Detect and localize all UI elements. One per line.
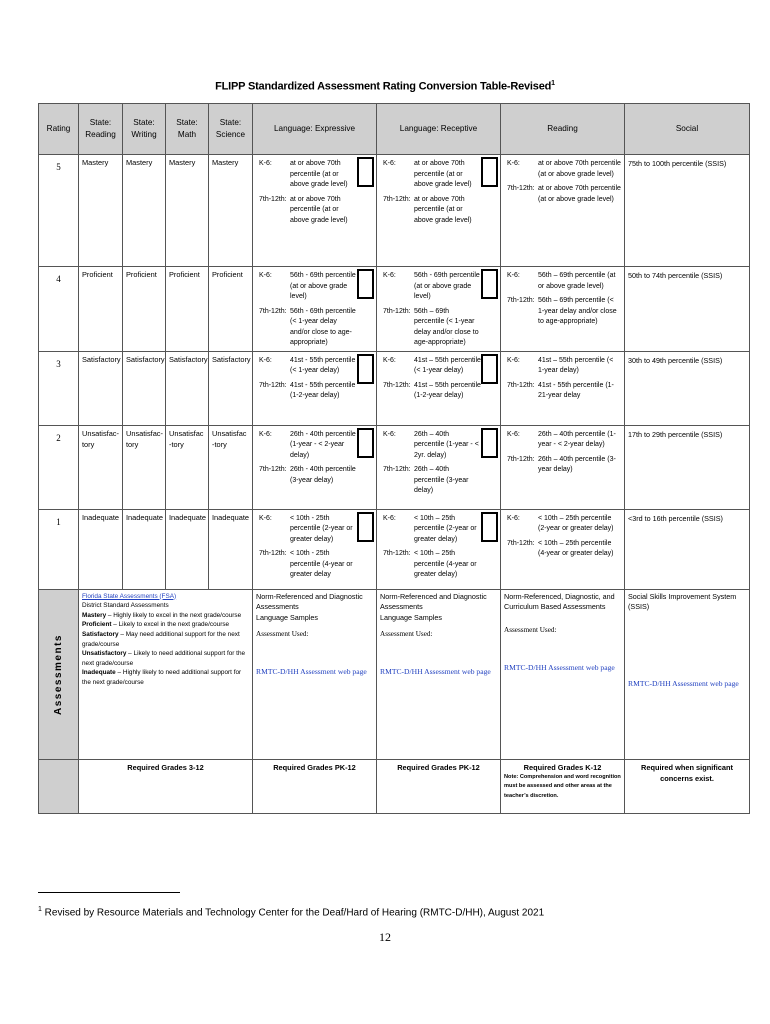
reading-criteria-cell — [501, 351, 625, 425]
reading-criteria-cell — [501, 509, 625, 589]
assessments-row — [39, 589, 750, 759]
header-state-science: State: Science — [209, 104, 253, 155]
page-number: 12 — [379, 930, 391, 944]
grade-band-label: K-6: — [507, 430, 520, 438]
rating-value: 2 — [39, 425, 79, 509]
state-assessment-line — [82, 601, 249, 611]
criteria-text: 26th - 40th percentile (1-year - < 2-year delay) — [290, 430, 356, 459]
assessments-label-cell — [39, 589, 79, 759]
rating-row — [39, 267, 750, 352]
criteria-text: < 10th – 25th percentile (4-year or greater delay) — [414, 550, 477, 578]
criteria-text: at or above 70th percentile (at or above grade level) — [414, 195, 472, 224]
grade-band-label: K-6: — [507, 514, 520, 522]
state-assessment-line — [82, 611, 249, 621]
criteria-text: 41st - 55th percentile (1-2-year delay) — [290, 381, 356, 399]
state-level-name: Inadequate — [82, 669, 116, 677]
grade-band-label: 7th-12th: — [259, 195, 287, 203]
receptive-web-link[interactable]: RMTC-D/HH Assessment web page — [380, 666, 491, 676]
grade-band-label: K-6: — [259, 356, 272, 364]
criteria-text: 41st - 55th percentile (< 1-year delay) — [290, 356, 356, 374]
state-level-name: Unsatisfactory — [82, 650, 127, 658]
state-assessments-cell — [79, 589, 253, 759]
state-assessment-line — [82, 668, 249, 687]
state-rating-cell: Proficient — [166, 267, 209, 352]
grade-band-label: 7th-12th: — [259, 307, 287, 315]
state-assessment-line — [82, 649, 249, 668]
state-rating-cell: Satisfactory — [123, 351, 166, 425]
required-receptive: Required Grades PK-12 — [377, 759, 501, 813]
state-rating-cell: Mastery — [79, 155, 123, 267]
checkbox[interactable] — [357, 512, 374, 542]
rating-value: 5 — [39, 155, 79, 267]
footnote-divider — [38, 892, 180, 893]
footnote: $^1$ Revised by Resource Materials and Technology Center for the Deaf/Hard of Hearing (RMTC-D/HH), August 2021 — [38, 906, 545, 919]
criteria-text: at or above 70th percentile (at or above grade level) — [414, 160, 472, 188]
grade-band-label: 7th-12th: — [383, 466, 411, 473]
receptive-criteria-cell — [377, 267, 501, 352]
fsa-link[interactable]: Florida State Assessments (FSA) — [82, 592, 177, 600]
state-level-description: – Highly likely to need additional support for the next grade/course — [82, 669, 242, 686]
social-assessments-cell — [625, 589, 750, 759]
header-social: Social — [625, 104, 750, 155]
criteria-text: < 10th – 25th percentile (4-year or greater delay) — [538, 539, 614, 557]
required-state: Required Grades 3-12 — [79, 759, 253, 813]
assessments-label: Assessments — [53, 633, 64, 715]
expressive-assessment-used: Assessment Used: — [256, 629, 309, 638]
criteria-text: at or above 70th percentile (at or above grade level) — [538, 160, 621, 178]
document-title: FLIPP Standardized Assessment Rating Conversion Table-Revised$^1$ — [215, 80, 555, 93]
grade-band-label: 7th-12th: — [383, 307, 411, 315]
state-level-name: Proficient — [82, 621, 112, 629]
required-expressive: Required Grades PK-12 — [253, 759, 377, 813]
grade-band-label: K-6: — [259, 160, 272, 167]
grade-band-label: K-6: — [259, 430, 272, 438]
state-level-description: – May need additional support for the next grade/course — [82, 630, 240, 648]
conversion-table — [38, 103, 750, 814]
receptive-criteria-cell — [377, 351, 501, 425]
checkbox[interactable] — [357, 269, 374, 299]
checkbox[interactable] — [481, 512, 498, 542]
required-reading: Required Grades K-12 — [523, 762, 602, 772]
reading-assessments-cell — [501, 589, 625, 759]
rating-value: 3 — [39, 351, 79, 425]
grade-band-label: 7th-12th: — [507, 185, 535, 192]
receptive-assessments-cell — [377, 589, 501, 759]
required-reading-note: Note: Comprehension and word recognition must be assessed and other areas at the teacher’s discretion. — [504, 773, 621, 799]
rating-row — [39, 155, 750, 267]
state-rating-cell: Inadequate — [79, 509, 123, 589]
checkbox[interactable] — [481, 269, 498, 299]
expressive-criteria-cell — [253, 425, 377, 509]
checkbox[interactable] — [357, 157, 374, 187]
expressive-web-link[interactable]: RMTC-D/HH Assessment web page — [256, 666, 367, 676]
state-rating-cell: Mastery — [209, 155, 253, 267]
social-criteria-cell: 30th to 49th percentile (SSIS) — [625, 351, 750, 425]
social-criteria-cell: 17th to 29th percentile (SSIS) — [625, 425, 750, 509]
state-rating-cell: Satisfactory — [166, 351, 209, 425]
grade-band-label: K-6: — [383, 272, 396, 279]
state-rating-cell: Proficient — [123, 267, 166, 352]
receptive-criteria-cell — [377, 155, 501, 267]
header-rating: Rating — [39, 104, 79, 155]
checkbox[interactable] — [357, 354, 374, 384]
state-rating-cell: Mastery — [123, 155, 166, 267]
grade-band-label: 7th-12th: — [507, 455, 535, 463]
required-label-cell — [39, 759, 79, 813]
criteria-text: 26th – 40th percentile (3-year delay) — [414, 466, 469, 494]
rating-row — [39, 425, 750, 509]
expressive-criteria-cell — [253, 155, 377, 267]
state-level-description: – Likely to excel in the next grade/course — [111, 621, 230, 629]
grade-band-label: K-6: — [259, 514, 272, 522]
state-rating-cell: Inadequate — [123, 509, 166, 589]
header-state-writing: State: Writing — [123, 104, 166, 155]
grade-band-label: 7th-12th: — [383, 381, 411, 389]
state-level-name: Satisfactory — [82, 630, 119, 638]
criteria-text: 56th - 69th percentile (< 1-year delay and/or close to age-appropriate) — [290, 307, 356, 346]
checkbox[interactable] — [357, 428, 374, 458]
criteria-text: 41st - 55th percentile (1-21-year delay — [538, 381, 614, 399]
criteria-text: < 10th - 25th percentile (2-year or greater delay) — [290, 514, 353, 543]
header-state-reading: State: Reading — [79, 104, 123, 155]
grade-band-label: K-6: — [259, 272, 272, 279]
state-rating-cell: Proficient — [209, 267, 253, 352]
state-rating-cell: Unsatisfac-tory — [123, 425, 166, 509]
receptive-criteria-cell — [377, 425, 501, 509]
criteria-text: 41st – 55th percentile (1-2-year delay) — [414, 381, 481, 399]
criteria-text: 26th – 40th percentile (1-year - < 2yr. delay) — [414, 430, 479, 459]
grade-band-label: K-6: — [507, 356, 520, 364]
criteria-text: at or above 70th percentile (at or above grade level) — [538, 185, 621, 203]
required-row — [39, 759, 750, 813]
expressive-criteria-cell — [253, 509, 377, 589]
header-reading: Reading — [501, 104, 625, 155]
criteria-text: 56th – 69th percentile (at or above grade level) — [538, 272, 616, 290]
header-state-math: State: Math — [166, 104, 209, 155]
state-rating-cell: Mastery — [166, 155, 209, 267]
state-level-name: Mastery — [82, 611, 107, 619]
state-rating-cell: Inadequate — [209, 509, 253, 589]
state-assessment-lines — [82, 601, 249, 687]
grade-band-label: K-6: — [507, 272, 520, 279]
social-criteria-cell: 50th to 74th percentile (SSIS) — [625, 267, 750, 352]
grade-band-label: K-6: — [383, 356, 396, 364]
criteria-text: < 10th - 25th percentile (4-year or greater delay — [290, 550, 353, 578]
grade-band-label: K-6: — [383, 160, 396, 167]
grade-band-label: 7th-12th: — [507, 539, 535, 547]
social-assessment-type: Social Skills Improvement System (SSIS) — [628, 591, 737, 612]
criteria-text: 41st – 55th percentile (< 1-year delay) — [538, 356, 614, 374]
state-rating-cell: Inadequate — [166, 509, 209, 589]
table-header-row — [39, 104, 750, 155]
reading-criteria-cell — [501, 267, 625, 352]
criteria-text: 26th - 40th percentile (3-year delay) — [290, 466, 356, 484]
state-rating-cell: Unsatisfac -tory — [166, 425, 209, 509]
receptive-assessment-used: Assessment Used: — [380, 629, 433, 638]
state-level-description: District Standard Assessments — [82, 602, 169, 610]
criteria-text: 26th – 40th percentile (1-year - < 2-year delay) — [538, 430, 616, 448]
expressive-assessment-type: Norm-Referenced and Diagnostic Assessments — [256, 591, 363, 612]
receptive-assessment-type: Norm-Referenced and Diagnostic Assessments — [380, 591, 487, 612]
social-criteria-cell: <3rd to 16th percentile (SSIS) — [625, 509, 750, 589]
receptive-criteria-cell — [377, 509, 501, 589]
expressive-assessments-cell — [253, 589, 377, 759]
reading-assessment-used: Assessment Used: — [504, 626, 557, 635]
rating-value: 1 — [39, 509, 79, 589]
criteria-text: < 10th – 25th percentile (2-year or greater delay) — [538, 514, 614, 532]
checkbox[interactable] — [481, 354, 498, 384]
reading-criteria-cell — [501, 425, 625, 509]
grade-band-label: 7th-12th: — [507, 381, 535, 389]
expressive-criteria-cell — [253, 351, 377, 425]
rating-row — [39, 509, 750, 589]
criteria-text: 26th – 40th percentile (3-year delay) — [538, 455, 616, 473]
receptive-language-samples: Language Samples — [380, 613, 442, 623]
reading-web-link[interactable]: RMTC-D/HH Assessment web page — [504, 662, 615, 672]
criteria-text: 56th – 69th percentile (< 1-year delay and/or close to age-appropriate) — [538, 297, 617, 325]
criteria-text: 56th - 69th percentile (at or above grade level) — [290, 272, 356, 300]
state-assessment-line — [82, 630, 249, 649]
reading-criteria-cell — [501, 155, 625, 267]
grade-band-label: 7th-12th: — [259, 550, 287, 557]
grade-band-label: K-6: — [383, 514, 396, 522]
social-criteria-cell: 75th to 100th percentile (SSIS) — [625, 155, 750, 267]
criteria-text: < 10th – 25th percentile (2-year or greater delay) — [414, 514, 477, 543]
grade-band-label: K-6: — [507, 160, 520, 167]
state-rating-cell: Proficient — [79, 267, 123, 352]
rating-row — [39, 351, 750, 425]
grade-band-label: K-6: — [383, 430, 396, 438]
header-language-expressive: Language: Expressive — [253, 104, 377, 155]
grade-band-label: 7th-12th: — [383, 195, 411, 203]
expressive-criteria-cell — [253, 267, 377, 352]
header-language-receptive: Language: Receptive — [377, 104, 501, 155]
required-reading-cell — [501, 759, 625, 813]
required-social: Required when significant concerns exist. — [625, 759, 750, 813]
grade-band-label: 7th-12th: — [507, 297, 535, 304]
state-rating-cell: Satisfactory — [79, 351, 123, 425]
rating-value: 4 — [39, 267, 79, 352]
social-web-link[interactable]: RMTC-D/HH Assessment web page — [628, 679, 739, 689]
checkbox[interactable] — [481, 157, 498, 187]
state-level-description: – Likely to need additional support for the next grade/course — [82, 650, 246, 667]
criteria-text: 41st – 55th percentile (< 1-year delay) — [414, 356, 481, 374]
criteria-text: 56th – 69th percentile (< 1-year delay and/or close to age-appropriate) — [414, 307, 479, 346]
criteria-text: at or above 70th percentile (at or above grade level) — [290, 160, 348, 188]
grade-band-label: 7th-12th: — [383, 550, 411, 557]
grade-band-label: 7th-12th: — [259, 381, 287, 389]
expressive-language-samples: Language Samples — [256, 613, 318, 623]
state-rating-cell: Satisfactory — [209, 351, 253, 425]
criteria-text: 56th - 69th percentile (at or above grade level) — [414, 272, 480, 300]
criteria-text: at or above 70th percentile (at or above grade level) — [290, 195, 348, 224]
reading-assessment-type: Norm-Referenced, Diagnostic, and Curriculum Based Assessments — [504, 591, 615, 612]
state-rating-cell: Unsatisfac-tory — [79, 425, 123, 509]
checkbox[interactable] — [481, 428, 498, 458]
state-assessment-line — [82, 620, 249, 630]
state-rating-cell: Unsatisfac -tory — [209, 425, 253, 509]
grade-band-label: 7th-12th: — [259, 466, 287, 473]
state-level-description: – Highly likely to excel in the next grade/course — [106, 611, 242, 619]
